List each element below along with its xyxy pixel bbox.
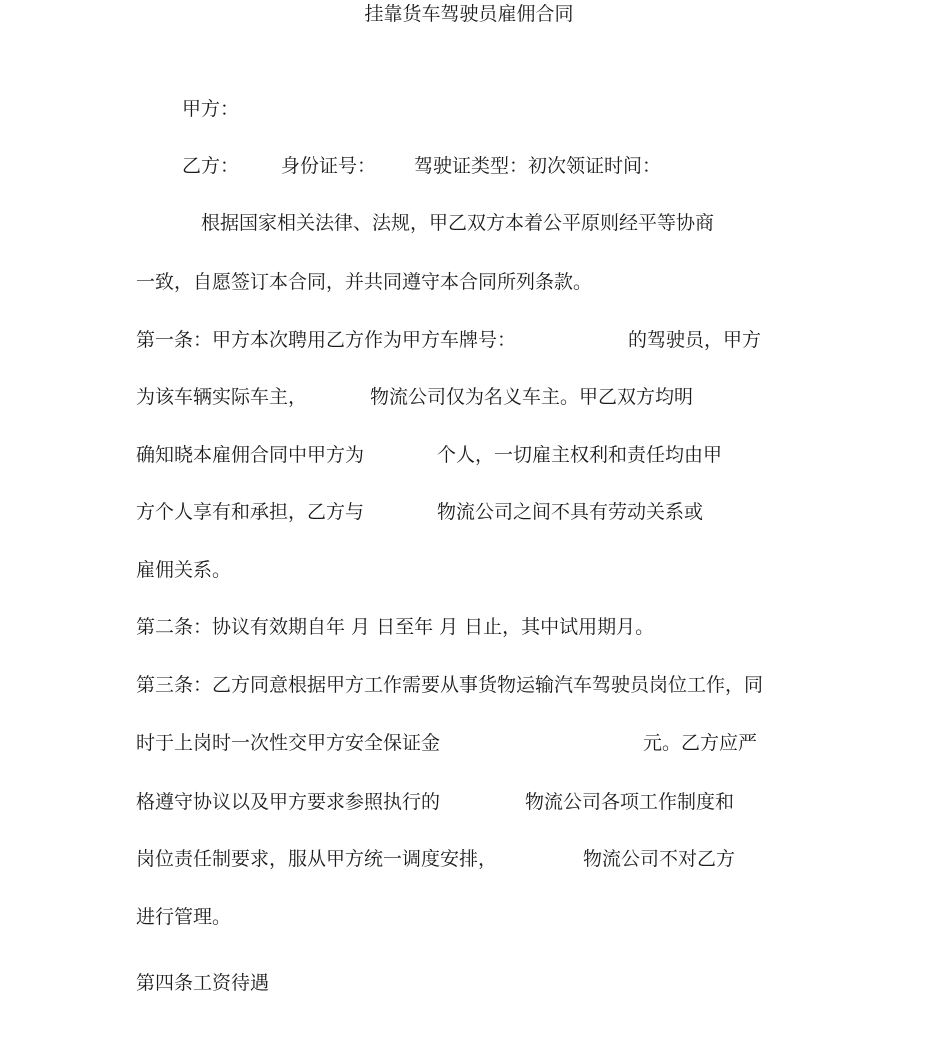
license-type-label: 驾驶证类型：初次领证时间： — [414, 155, 662, 177]
article3-l3a: 格遵守协议以及甲方要求参照执行的 — [136, 791, 441, 813]
document-title: 挂靠货车驾驶员雇佣合同 — [364, 3, 574, 25]
article1-l2b: 物流公司仅为名义车主。甲乙双方均明 — [370, 386, 694, 408]
article1-l1b: 的驾驶员，甲方 — [628, 329, 762, 351]
article1-l2a: 为该车辆实际车主， — [136, 386, 308, 408]
preamble-line-2: 一致，自愿签订本合同，并共同遵守本合同所列条款。 — [136, 271, 593, 293]
party-b-label: 乙方： — [182, 155, 240, 177]
article1-line-4 — [136, 500, 796, 524]
article4-heading: 第四条工资待遇 — [136, 972, 270, 994]
article1-line-5: 雇佣关系。 — [136, 559, 232, 581]
article3-l2a: 时于上岗时一次性交甲方安全保证金 — [136, 732, 441, 754]
article3-line-3 — [136, 790, 796, 814]
article1-line-2 — [136, 385, 796, 409]
article3-l4b: 物流公司不对乙方 — [583, 848, 736, 870]
party-a-label: 甲方： — [182, 98, 240, 120]
article1-line-3 — [136, 443, 796, 467]
article1-line-1 — [136, 328, 796, 352]
article3-line-4 — [136, 847, 796, 871]
article1-l4a: 方个人享有和承担，乙方与 — [136, 501, 365, 523]
article1-l3b: 个人，一切雇主权利和责任均由甲 — [437, 444, 723, 466]
preamble-line-1: 根据国家相关法律、法规，甲乙双方本着公平原则经平等协商 — [201, 212, 715, 234]
article1-l3a: 确知晓本雇佣合同中甲方为 — [136, 444, 365, 466]
article3-line-5: 进行管理。 — [136, 906, 232, 928]
article3-line-1: 第三条：乙方同意根据甲方工作需要从事货物运输汽车驾驶员岗位工作，同 — [136, 674, 764, 696]
party-b-line — [182, 154, 702, 178]
article3-line-2 — [136, 731, 796, 755]
article2-line: 第二条：协议有效期自年 月 日至年 月 日止，其中试用期月。 — [136, 616, 655, 638]
article3-l3b: 物流公司各项工作制度和 — [525, 791, 735, 813]
article3-l4a: 岗位责任制要求，服从甲方统一调度安排， — [136, 848, 498, 870]
id-number-label: 身份证号： — [281, 155, 377, 177]
article1-l1a: 第一条：甲方本次聘用乙方作为甲方车牌号： — [136, 329, 517, 351]
article3-l2b: 元。乙方应严 — [643, 732, 758, 754]
article1-l4b: 物流公司之间不具有劳动关系或 — [437, 501, 704, 523]
